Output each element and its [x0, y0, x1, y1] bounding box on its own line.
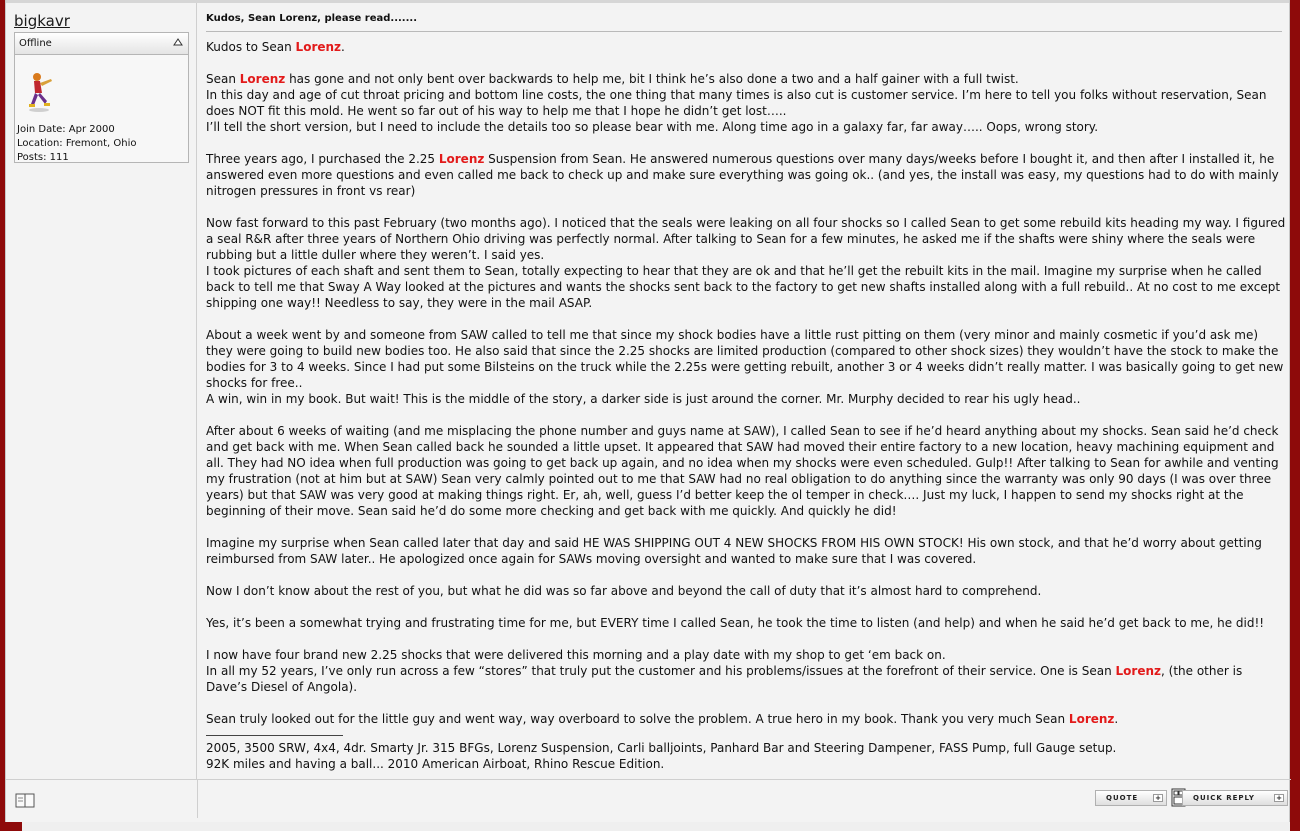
paragraph-11: Sean truly looked out for the little guy and went way, way overboard to solve the problem. A true hero in my book. Thank you very much Sean Lorenz. [206, 712, 1119, 726]
plus-icon: + [1153, 794, 1163, 802]
signature [206, 740, 1286, 772]
highlight-term: Lorenz [1115, 664, 1162, 678]
post-footer [6, 779, 1291, 817]
highlight-term: Lorenz [295, 40, 342, 54]
report-post-icon[interactable] [15, 793, 35, 808]
quick-reply-button[interactable] [1182, 790, 1288, 806]
quote-label: QUOTE [1106, 794, 1139, 802]
paragraph-3: Three years ago, I purchased the 2.25 Lorenz Suspension from Sean. He answered numerous questions over many days/weeks before I bought it, and then after I installed it, he answered even more questions and even called me back to check up and make sure everything was going ok.. (and yes, the install was easy, my questions had to do with mainly nitrogen pressures in front vs rear) [206, 152, 1279, 198]
post-content [198, 3, 1290, 779]
user-info-box [14, 32, 189, 163]
quote-button[interactable] [1095, 790, 1167, 806]
post-title: Kudos, Sean Lorenz, please read....... [206, 13, 418, 24]
signature-line-1: 2005, 3500 SRW, 4x4, 4dr. Smarty Jr. 315 BFGs, Lorenz Suspension, Carli balljoints, Panhard Bar and Steering Dampener, FASS Pump, full Gauge setup. [206, 741, 1117, 755]
post-frame [5, 0, 1290, 822]
collapse-arrow-icon[interactable] [173, 37, 183, 46]
paragraph-8: Now I don’t know about the rest of you, but what he did was so far above and beyond the call of duty that it’s almost hard to comprehend. [206, 584, 1042, 598]
username-link[interactable]: bigkavr [14, 12, 70, 30]
avatar [25, 71, 59, 113]
highlight-term: Lorenz [1068, 712, 1115, 726]
user-stats [17, 123, 137, 165]
title-divider [206, 31, 1282, 32]
signature-divider [206, 735, 343, 736]
post-body [206, 39, 1286, 772]
online-status: Offline [19, 38, 52, 49]
location: Location: Fremont, Ohio [17, 138, 137, 149]
user-info-header [15, 33, 188, 55]
paragraph-7: Imagine my surprise when Sean called later that day and said HE WAS SHIPPING OUT 4 NEW SHOCKS FROM HIS OWN STOCK! His own stock, and that he’d worry about getting reimbursed from SAW later.. He apologized once again for SAWs moving oversight and wanted to make sure that I was covered. [206, 536, 1262, 566]
paragraph-4: Now fast forward to this past February (two months ago). I noticed that the seals were leaking on all four shocks so I called Sean to get some rebuild kits heading my way. I figured a seal R&R after three years of Northern Ohio driving was perfectly normal. After talking to Sean for a few minutes, he asked me if the shafts were shiny where the seals were rubbing but a little duller where they weren’t. I said yes. I took pictures of each shaft and sent them to Sean, totally expecting to hear that they are ok and that he’ll get the rebuilt kits in the mail. Imagine my surprise when he called back to tell me that Sway A Way looked at the pictures and wants the shocks sent back to the factory to get new shafts installed along with a full rebuild.. At no cost to me except shipping one way!! Needless to say, they were in the mail ASAP. [206, 216, 1286, 310]
highlight-term: Lorenz [438, 152, 485, 166]
paragraph-1: Kudos to Sean Lorenz. [206, 40, 345, 54]
paragraph-5: About a week went by and someone from SAW called to tell me that since my shock bodies have a little rust pitting on them (very minor and mainly cosmetic if you’d ask me) they were going to build new bodies too. He also said that since the 2.25 shocks are limited production (compared to other shock sizes) they wouldn’t have the stock to make the bodies for 3 to 4 weeks. Since I had put some Bilsteins on the truck while the 2.25s were getting rebuilt, another 3 or 4 weeks didn’t really matter. I was basically going to get new shocks for free.. A win, win in my book. But wait! This is the middle of the story, a darker side is just around the corner. Mr. Murphy decided to rear his ugly head.. [206, 328, 1284, 406]
join-date: Join Date: Apr 2000 [17, 124, 115, 135]
bottom-bar [22, 822, 1290, 831]
user-panel [6, 3, 197, 779]
quick-reply-label: QUICK REPLY [1193, 794, 1255, 802]
highlight-term: Lorenz [239, 72, 286, 86]
plus-icon: + [1274, 794, 1284, 802]
paragraph-10: I now have four brand new 2.25 shocks that were delivered this morning and a play date with my shop to get ‘em back on. In all my 52 years, I’ve only run across a few “stores” that truly put the customer and his problems/issues at the forefront of their service. One is Sean Lorenz, (the other is Dave’s Diesel of Angola). [206, 648, 1243, 694]
footer-divider [197, 780, 198, 818]
paragraph-6: After about 6 weeks of waiting (and me misplacing the phone number and guys name at SAW), I called Sean to see if he’d heard anything about my shocks. Sean said he’d check and get back with me. When Sean called back he sounded a little upset. It appeared that SAW had moved their entire factory to a new location, heavy machining equipment and all. They had NO idea when full production was going to get back up again, and no idea when my shocks were even scheduled. Gulp!! After talking to Sean for awhile and venting my frustration (not at him but at SAW) Sean very calmly pointed out to me that SAW had no real obligation to do anything since the warranty was only 90 days (I was over three years) but that SAW was very good at making things right. Er, ah, well, guess I’d better keep the ol temper in check…. Just my luck, I happen to send my shocks right at the beginning of their move. Sean said he’d do some more checking and get back with me quickly. And quickly he did! [206, 424, 1279, 518]
signature-line-2: 92K miles and having a ball... 2010 American Airboat, Rhino Rescue Edition. [206, 757, 665, 771]
post-count: Posts: 111 [17, 152, 69, 163]
paragraph-9: Yes, it’s been a somewhat trying and frustrating time for me, but EVERY time I called Sean, he took the time to listen (and help) and when he said he’d get back to me, he did!! [206, 616, 1265, 630]
paragraph-2: Sean Lorenz has gone and not only bent over backwards to help me, bit I think he’s also done a two and a half gainer with a full twist. In this day and age of cut throat pricing and bottom line costs, the one thing that many times is also cut is customer service. I’m here to tell you folks without reservation, Sean does NOT fit this mold. He went so far out of his way to help me that I hope he didn’t get lost….. I’ll tell the short version, but I need to include the details too so please bear with me. Along time ago in a galaxy far, far away….. Oops, wrong story. [206, 72, 1267, 134]
